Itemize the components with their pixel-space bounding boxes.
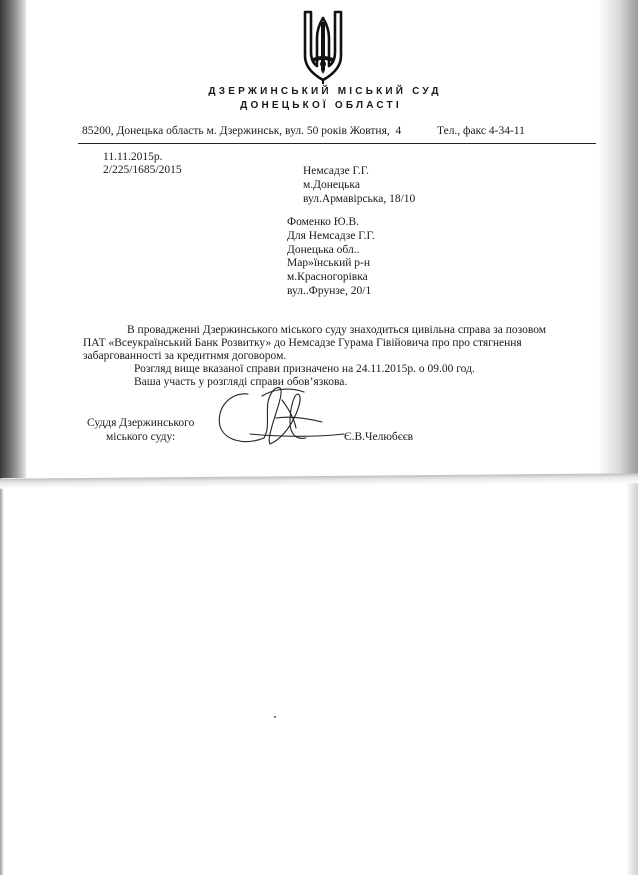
recipient2-city: м.Красногорівка (287, 271, 368, 283)
page-fold-edge (0, 473, 638, 489)
scan-edge-right (598, 0, 638, 480)
scan-speck (274, 716, 276, 718)
court-phone: Тел., факс 4-34-11 (437, 125, 525, 137)
signature-title-line2: міського суду: (106, 431, 176, 443)
recipient2-street: вул..Фрунзе, 20/1 (287, 285, 372, 297)
signature-title-line1: Суддя Дзержинського (87, 417, 195, 429)
document-date: 11.11.2015р. (103, 151, 163, 163)
trident-emblem-icon (299, 8, 347, 86)
body-line-5: Ваша участь у розгляді справи обов’язкова. (134, 376, 348, 388)
recipient2-name: Фоменко Ю.В. (287, 216, 360, 228)
recipient1-name: Немсадзе Г.Г. (303, 165, 370, 177)
judge-name: Є.В.Челюбєєв (344, 431, 414, 443)
header-rule (78, 143, 596, 144)
handwritten-signature (210, 378, 350, 458)
body-line-3: забаргованності за кредитнмя договором. (83, 350, 287, 362)
case-number: 2/225/1685/2015 (103, 164, 182, 176)
recipient1-city: м.Донецька (303, 179, 360, 191)
recipient1-street: вул.Армавірська, 18/10 (303, 193, 416, 205)
court-address: 85200, Донецька область м. Дзержинськ, вул. 50 років Жовтня, 4 (82, 125, 402, 137)
recipient2-district: Мар»їнський р-н (287, 257, 371, 269)
recipient2-for: Для Немсадзе Г.Г. (287, 230, 375, 242)
recipient2-region: Донецька обл.. (287, 244, 360, 256)
court-name-line2: ДОНЕЦЬКОЇ ОБЛАСТІ (240, 100, 402, 111)
scan-edge-left-lower (0, 478, 4, 875)
body-line-4: Розгляд вище вказаної справи призначено на 24.11.2015р. о 09.00 год. (134, 363, 475, 375)
court-name-line1: ДЗЕРЖИНСЬКИЙ МІСЬКИЙ СУД (208, 86, 442, 97)
body-line-1: В провадженні Дзержинського міського суду знаходиться цивільна справа за позовом (127, 324, 547, 336)
scan-edge-left (0, 0, 26, 478)
scan-edge-right-lower (626, 480, 638, 875)
body-line-2: ПАТ «Всеукраїнський Банк Розвитку» до Немсадзе Гурама Гівійовича про про стягнення (83, 337, 522, 349)
